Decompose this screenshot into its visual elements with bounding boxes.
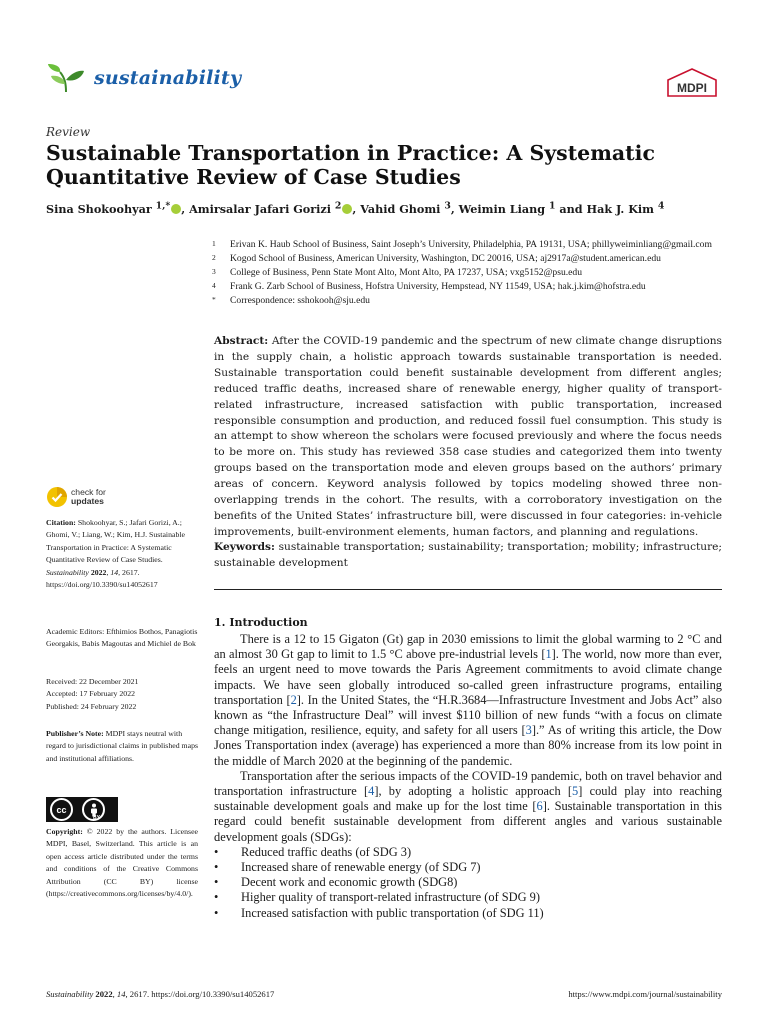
publisher-name: MDPI	[677, 81, 707, 95]
cc-icon: cc	[50, 798, 73, 821]
section-divider	[214, 589, 722, 590]
citation-link[interactable]: 2	[290, 692, 297, 707]
accepted-date: Accepted: 17 February 2022	[46, 689, 135, 699]
copyright-block: Copyright: © 2022 by the authors. Licensee MDPI, Basel, Switzerland. This article is an open access article distributed under the terms and conditions of the Creative Commons Attribution (CC BY) license (https://creativecommons.org/licenses/by/4.0/).	[46, 827, 198, 899]
introduction-body	[214, 632, 722, 921]
check-updates-button[interactable]: check for updates	[46, 486, 106, 508]
affiliation: 3 College of Business, Penn State Mont Alto, Mont Alto, PA 17237, USA; vxg5152@psu.edu	[212, 267, 583, 278]
article-type: Review	[46, 125, 91, 139]
published-date: Published: 24 February 2022	[46, 701, 137, 711]
orcid-icon[interactable]	[171, 204, 181, 214]
journal-name: sustainability	[94, 67, 242, 89]
publisher-logo	[666, 68, 718, 102]
list-item: • Decent work and economic growth (SDG8)	[214, 875, 722, 890]
publisher-note: Publisher’s Note: MDPI stays neutral with regard to jurisdictional claims in published maps and institutional affiliations.	[46, 729, 199, 763]
orcid-icon[interactable]	[342, 204, 352, 214]
keywords: Keywords: sustainable transportation; sustainability; transportation; mobility; infrastructure; sustainable development	[214, 541, 723, 569]
affiliation: 1 Erivan K. Haub School of Business, Saint Joseph’s University, Philadelphia, PA 19131, USA; phillyweiminliang@gmail.com	[212, 239, 712, 250]
footer-journal-url[interactable]: https://www.mdpi.com/journal/sustainability	[568, 989, 722, 999]
citation-link[interactable]: 3	[525, 723, 532, 738]
author: Weimin Liang $^1$ and	[458, 200, 587, 216]
journal-logo	[46, 62, 241, 94]
article-title: Sustainable Transportation in Practice: A Systematic Quantitative Review of Case Studies	[46, 141, 655, 189]
list-item: • Increased satisfaction with public transportation (of SDG 11)	[214, 906, 722, 921]
received-date: Received: 22 December 2021	[46, 677, 139, 686]
footer-citation: Sustainability 2022, 14, 2617. https://doi.org/10.3390/su14052617	[46, 989, 275, 999]
dates-block	[46, 676, 198, 713]
list-item: • Higher quality of transport-related infrastructure (of SDG 9)	[214, 890, 722, 905]
author: Hak J. Kim $^4$	[586, 200, 665, 216]
sdg-list	[214, 845, 722, 921]
list-item: • Reduced traffic deaths (of SDG 3)	[214, 845, 722, 860]
author-list	[46, 200, 736, 216]
author: Sina Shokoohyar $^{1,*}$ ,	[46, 200, 190, 216]
check-updates-icon	[46, 486, 68, 508]
leaf-icon	[46, 62, 86, 94]
paragraph: There is a 12 to 15 Gigaton (Gt) gap in 2030 emissions to limit the global warming to 2 °C and an almost 30 Gt gap to limit to 1.5 °C above pre-industrial levels [1]. The world, now more than ever, feels an urgent need to move towards the Paris Agreement commitments to avoid climate change impacts. We have seen globally introduced so-called green infrastructure programs, entailing transportation [2]. In the United States, the “H.R.3684—Infrastructure Investment and Jobs Act” also known as “the Infrastructure Deal” will invest $110 billion of new funds “with a focus on climate change mitigation, resilience, equity, and safety for all users [3].” As of writing this article, the Dow Jones Transportation index (average) has experienced a more than 80% increase from its low point in the middle of March 2020 at the beginning of the pandemic.	[214, 632, 722, 768]
author: Vahid Ghomi $^3$,	[360, 200, 459, 216]
cc-by-license-badge[interactable]: cc BY	[46, 797, 118, 822]
citation-block: Citation: Shokoohyar, S.; Jafari Gorizi, A.; Ghomi, V.; Liang, W.; Kim, H.J. Sustainable Transportation in Practice: A Systematic Quantitative Review of Case Studies. Sustainability 2022, 14, 2617. https://doi.org/10.3390/su14052617	[46, 518, 185, 590]
abstract: Abstract: After the COVID-19 pandemic and the spectrum of new climate change disruptions in the supply chain, a holistic approach towards sustainable transportation is needed. Sustainable transportation could benefit sustainable development from different angles; reduced traffic deaths, increased share of renewable energy, higher quality of transport-related infrastructure, increased satisfaction with public transportation, increased responsible consumption and production, and reduced fossil fuel consumption. This study is an attempt to show whereon the scholars were focused previously and where the focus needs to be more on. This study has reviewed 358 case studies and categorized them into twenty groups based on the transportation mode and eleven groups based on the authors’ primary areas of concern. Keyword analysis followed by topics modeling showed three non-overlapping trends in the cohort. The results, with a corroboratory investigation on the benefits of the United States’ infrastructure bill, were discussed in four categories: in-vehicle improvements, built-environment elements, human factors, and planning and regulations.	[214, 335, 722, 538]
affiliation-list	[212, 238, 742, 308]
author: Amirsalar Jafari Gorizi $^2$ ,	[189, 200, 361, 216]
citation-link[interactable]: 4	[368, 784, 375, 799]
section-heading: 1. Introduction	[214, 616, 308, 629]
citation-link[interactable]: 6	[536, 799, 543, 814]
page-footer	[46, 989, 722, 999]
academic-editors: Academic Editors: Efthimios Bothos, Panagiotis Georgakis, Babis Magoutas and Michiel de Bok	[46, 627, 198, 649]
citation-link[interactable]: 5	[572, 784, 579, 799]
affiliation: 2 Kogod School of Business, American University, Washington, DC 20016, USA; aj2917a@student.american.edu	[212, 253, 661, 264]
citation-link[interactable]: 1	[545, 647, 552, 662]
list-item: • Increased share of renewable energy (of SDG 7)	[214, 860, 722, 875]
affiliation: 4 Frank G. Zarb School of Business, Hofstra University, Hempstead, NY 11549, USA; hak.j.kim@hofstra.edu	[212, 281, 646, 292]
paragraph: Transportation after the serious impacts of the COVID-19 pandemic, both on travel behavior and transportation infrastructure [4], by adopting a holistic approach [5] could play into reaching sustainable development goals and make up for the lost time [6]. Sustainable transportation in this regard could benefit sustainable development from different angles and various sustainable development goals (SDGs):	[214, 768, 723, 844]
correspondence: * Correspondence: sshokooh@sju.edu	[212, 295, 370, 306]
